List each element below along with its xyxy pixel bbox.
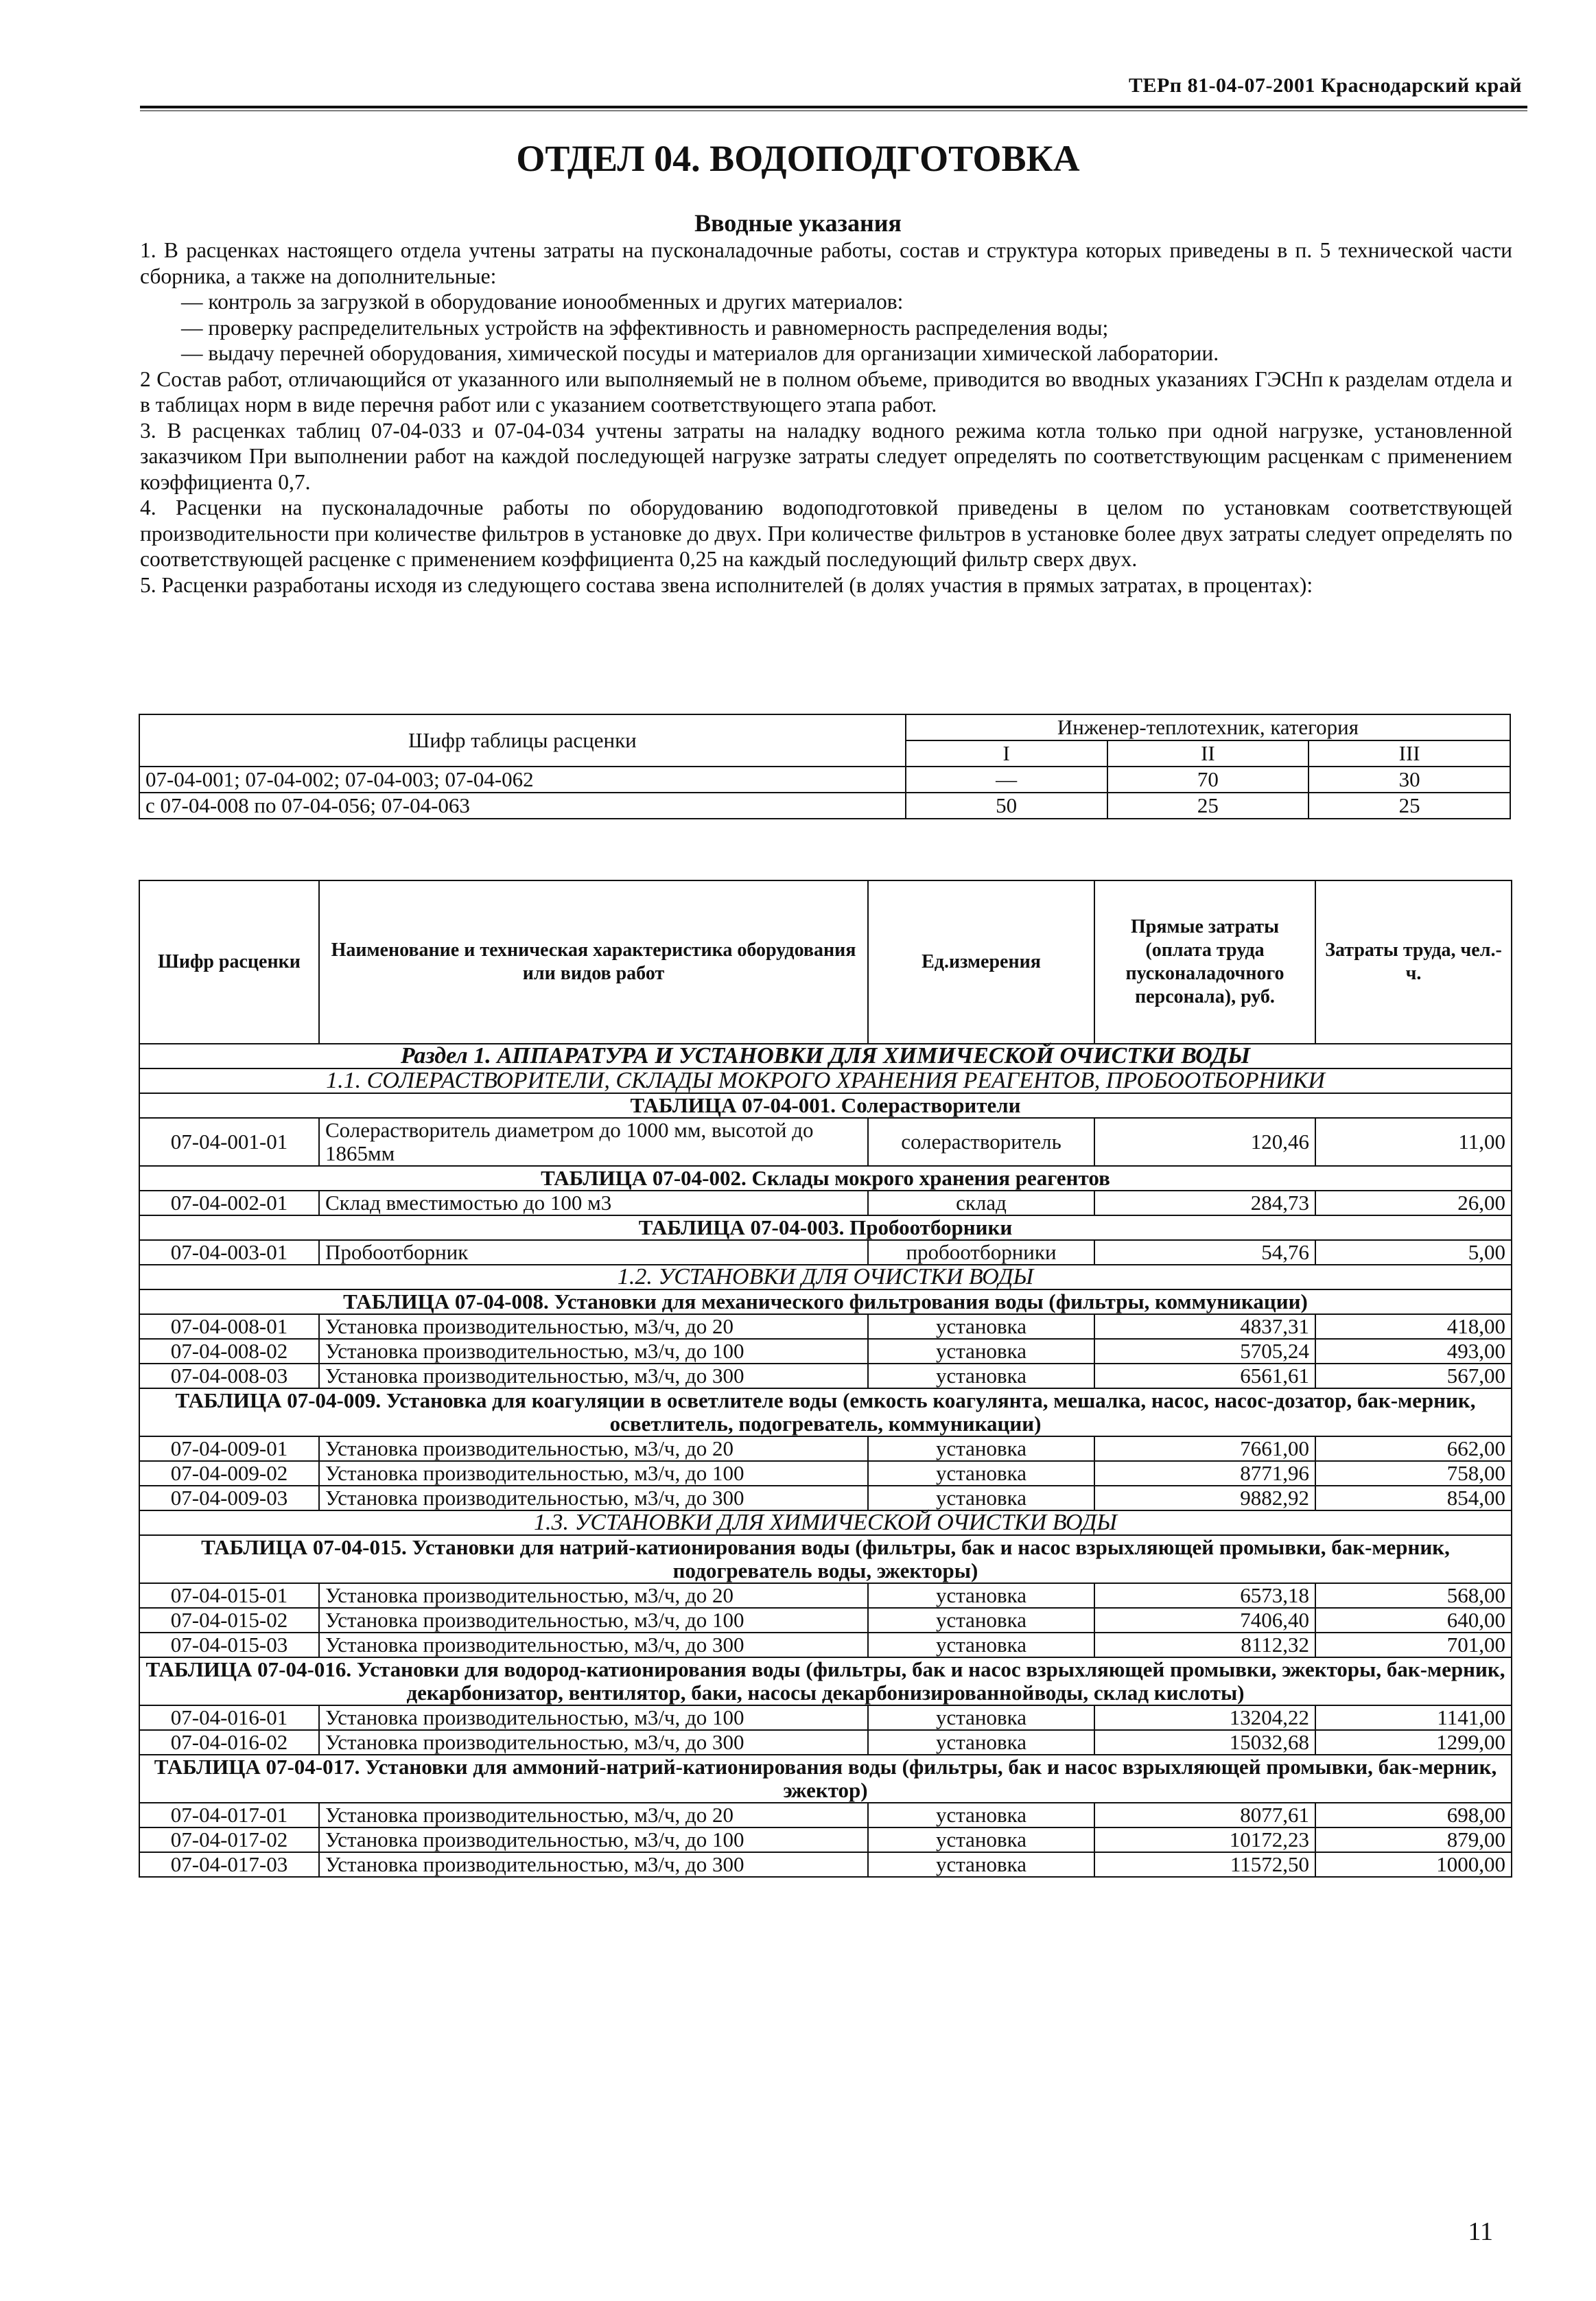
intro-paragraph-1: 1. В расценках настоящего отдела учтены затраты на пусконаладочные работы, состав и структура которых приведены в п. 5 технической части сборника, а также на дополнительные: bbox=[140, 238, 1512, 288]
rate-labor: 567,00 bbox=[1315, 1364, 1512, 1388]
table-row bbox=[139, 1803, 1512, 1827]
table-row bbox=[139, 1339, 1512, 1364]
rate-unit: пробоотборники bbox=[868, 1240, 1094, 1265]
rate-code: 07-04-002-01 bbox=[139, 1191, 319, 1215]
rate-cost: 15032,68 bbox=[1094, 1730, 1315, 1755]
rate-cost: 7406,40 bbox=[1094, 1608, 1315, 1633]
header-name: Наименование и техническая характеристика оборудования или видов работ bbox=[319, 880, 868, 1044]
rate-labor: 5,00 bbox=[1315, 1240, 1512, 1265]
rate-cost: 8077,61 bbox=[1094, 1803, 1315, 1827]
rate-labor: 493,00 bbox=[1315, 1339, 1512, 1364]
rate-labor: 11,00 bbox=[1315, 1118, 1512, 1166]
rate-name: Установка производительностью, м3/ч, до 100 bbox=[319, 1608, 868, 1633]
crew-value: — bbox=[906, 767, 1107, 793]
table-title: ТАБЛИЦА 07-04-015. Установки для натрий-катионирования воды (фильтры, бак и насос взрыхляющей промывки, бак-мерник, подогреватель воды, эжекторы) bbox=[139, 1535, 1512, 1583]
rate-labor: 701,00 bbox=[1315, 1633, 1512, 1657]
table-title: ТАБЛИЦА 07-04-009. Установка для коагуляции в осветлителе воды (емкость коагулянта, мешалка, насос, насос-дозатор, бак-мерник, осветлитель, подогреватель, коммуникации) bbox=[139, 1388, 1512, 1436]
rate-name: Установка производительностью, м3/ч, до 20 bbox=[319, 1314, 868, 1339]
section-heading: 1.3. УСТАНОВКИ ДЛЯ ХИМИЧЕСКОЙ ОЧИСТКИ ВОДЫ bbox=[139, 1510, 1512, 1535]
rate-cost: 10172,23 bbox=[1094, 1827, 1315, 1852]
rate-name: Солерастворитель диаметром до 1000 мм, высотой до 1865мм bbox=[319, 1118, 868, 1166]
rate-name: Установка производительностью, м3/ч, до 300 bbox=[319, 1852, 868, 1877]
rate-code: 07-04-009-02 bbox=[139, 1461, 319, 1486]
rate-name: Установка производительностью, м3/ч, до 20 bbox=[319, 1436, 868, 1461]
table-title-row bbox=[139, 1166, 1512, 1191]
rate-code: 07-04-008-02 bbox=[139, 1339, 319, 1364]
rate-name: Склад вместимостью до 100 м3 bbox=[319, 1191, 868, 1215]
rate-labor: 26,00 bbox=[1315, 1191, 1512, 1215]
table-title-row bbox=[139, 1535, 1512, 1583]
intro-paragraph-3: 3. В расценках таблиц 07-04-033 и 07-04-034 учтены затраты на наладку водного режима котла только при одной нагрузке, установленной заказчиком При выполнении работ на каждой последующей нагрузке затраты следует определять по соответствующим расценкам с применением коэффициента 0,7. bbox=[140, 418, 1512, 494]
rate-name: Установка производительностью, м3/ч, до 20 bbox=[319, 1803, 868, 1827]
rate-cost: 54,76 bbox=[1094, 1240, 1315, 1265]
rate-cost: 5705,24 bbox=[1094, 1339, 1315, 1364]
rate-name: Установка производительностью, м3/ч, до 20 bbox=[319, 1583, 868, 1608]
rate-name: Пробоотборник bbox=[319, 1240, 868, 1265]
rate-labor: 1141,00 bbox=[1315, 1705, 1512, 1730]
rate-unit: установка bbox=[868, 1608, 1094, 1633]
rate-cost: 8112,32 bbox=[1094, 1633, 1315, 1657]
rate-name: Установка производительностью, м3/ч, до 100 bbox=[319, 1705, 868, 1730]
rate-labor: 1299,00 bbox=[1315, 1730, 1512, 1755]
table-row bbox=[139, 1852, 1512, 1877]
rate-labor: 879,00 bbox=[1315, 1827, 1512, 1852]
rate-labor: 1000,00 bbox=[1315, 1852, 1512, 1877]
crew-value: 25 bbox=[1107, 793, 1309, 819]
rate-cost: 120,46 bbox=[1094, 1118, 1315, 1166]
crew-group-header: Инженер-теплотехник, категория bbox=[906, 714, 1510, 740]
rate-unit: склад bbox=[868, 1191, 1094, 1215]
header-cost: Прямые затраты (оплата труда пусконаладочного персонала), руб. bbox=[1094, 880, 1315, 1044]
table-row bbox=[139, 1118, 1512, 1166]
intro-paragraph-5: 5. Расценки разработаны исходя из следующего состава звена исполнителей (в долях участия в прямых затратах, в процентах): bbox=[140, 572, 1313, 597]
rate-unit: солерастворитель bbox=[868, 1118, 1094, 1166]
rate-code: 07-04-016-02 bbox=[139, 1730, 319, 1755]
rate-code: 07-04-003-01 bbox=[139, 1240, 319, 1265]
rate-code: 07-04-015-02 bbox=[139, 1608, 319, 1633]
rate-labor: 758,00 bbox=[1315, 1461, 1512, 1486]
rate-code: 07-04-009-03 bbox=[139, 1486, 319, 1510]
crew-category: II bbox=[1107, 740, 1309, 767]
intro-dash-item: — контроль за загрузкой в оборудование ионообменных и других материалов: bbox=[181, 290, 904, 314]
rate-unit: установка bbox=[868, 1827, 1094, 1852]
table-row bbox=[139, 1191, 1512, 1215]
table-title-row bbox=[139, 1215, 1512, 1240]
running-header: ТЕРп 81-04-07-2001 Краснодарский край bbox=[1128, 74, 1522, 97]
rate-cost: 4837,31 bbox=[1094, 1314, 1315, 1339]
rate-cost: 284,73 bbox=[1094, 1191, 1315, 1215]
rate-cost: 8771,96 bbox=[1094, 1461, 1315, 1486]
rate-code: 07-04-015-03 bbox=[139, 1633, 319, 1657]
rate-labor: 854,00 bbox=[1315, 1486, 1512, 1510]
crew-code: с 07-04-008 по 07-04-056; 07-04-063 bbox=[139, 793, 906, 819]
table-title-row bbox=[139, 1755, 1512, 1803]
intro-dash-item: — проверку распределительных устройств на эффективность и равномерность распределения воды; bbox=[181, 315, 1109, 340]
rate-unit: установка bbox=[868, 1803, 1094, 1827]
table-title-row bbox=[139, 1657, 1512, 1705]
crew-row bbox=[139, 793, 1510, 819]
table-row bbox=[139, 1461, 1512, 1486]
table-title-row bbox=[139, 1388, 1512, 1436]
header-labor: Затраты труда, чел.-ч. bbox=[1315, 880, 1512, 1044]
section-heading: Раздел 1. АППАРАТУРА И УСТАНОВКИ ДЛЯ ХИМИЧЕСКОЙ ОЧИСТКИ ВОДЫ bbox=[139, 1044, 1512, 1068]
rate-code: 07-04-015-01 bbox=[139, 1583, 319, 1608]
rate-cost: 9882,92 bbox=[1094, 1486, 1315, 1510]
rate-cost: 11572,50 bbox=[1094, 1852, 1315, 1877]
rate-labor: 662,00 bbox=[1315, 1436, 1512, 1461]
crew-value: 30 bbox=[1309, 767, 1510, 793]
table-row bbox=[139, 1436, 1512, 1461]
crew-row bbox=[139, 767, 1510, 793]
header-unit: Ед.измерения bbox=[868, 880, 1094, 1044]
rate-name: Установка производительностью, м3/ч, до 100 bbox=[319, 1339, 868, 1364]
rate-code: 07-04-017-02 bbox=[139, 1827, 319, 1852]
rate-unit: установка bbox=[868, 1852, 1094, 1877]
section-heading: 1.1. СОЛЕРАСТВОРИТЕЛИ, СКЛАДЫ МОКРОГО ХРАНЕНИЯ РЕАГЕНТОВ, ПРОБООТБОРНИКИ bbox=[139, 1068, 1512, 1093]
rate-unit: установка bbox=[868, 1730, 1094, 1755]
crew-col-header: Шифр таблицы расценки bbox=[139, 714, 906, 767]
rate-cost: 6561,61 bbox=[1094, 1364, 1315, 1388]
intro-dash-item: — выдачу перечней оборудования, химической посуды и материалов для организации химической лаборатории. bbox=[181, 341, 1219, 365]
rate-unit: установка bbox=[868, 1583, 1094, 1608]
table-row bbox=[139, 1827, 1512, 1852]
rate-name: Установка производительностью, м3/ч, до 300 bbox=[319, 1364, 868, 1388]
rate-unit: установка bbox=[868, 1436, 1094, 1461]
table-row bbox=[139, 1364, 1512, 1388]
rates-table-body bbox=[139, 1044, 1512, 1877]
section-heading-row bbox=[139, 1510, 1512, 1535]
section-heading: 1.2. УСТАНОВКИ ДЛЯ ОЧИСТКИ ВОДЫ bbox=[139, 1265, 1512, 1289]
table-row bbox=[139, 1240, 1512, 1265]
rate-unit: установка bbox=[868, 1633, 1094, 1657]
section-heading-row bbox=[139, 1068, 1512, 1093]
rate-code: 07-04-008-03 bbox=[139, 1364, 319, 1388]
rate-unit: установка bbox=[868, 1339, 1094, 1364]
table-row bbox=[139, 1633, 1512, 1657]
crew-category: I bbox=[906, 740, 1107, 767]
rate-labor: 568,00 bbox=[1315, 1583, 1512, 1608]
rate-name: Установка производительностью, м3/ч, до 300 bbox=[319, 1730, 868, 1755]
rate-code: 07-04-001-01 bbox=[139, 1118, 319, 1166]
table-row bbox=[139, 1730, 1512, 1755]
header-code: Шифр расценки bbox=[139, 880, 319, 1044]
table-title: ТАБЛИЦА 07-04-016. Установки для водород-катионирования воды (фильтры, бак и насос взрыхляющей промывки, эжекторы, бак-мерник, декарбонизатор, вентилятор, баки, насосы декарбонизированнойводы, склад кислоты) bbox=[139, 1657, 1512, 1705]
rate-labor: 640,00 bbox=[1315, 1608, 1512, 1633]
page-number: 11 bbox=[1468, 2217, 1493, 2246]
crew-value: 50 bbox=[906, 793, 1107, 819]
table-title-row bbox=[139, 1093, 1512, 1118]
rate-cost: 13204,22 bbox=[1094, 1705, 1315, 1730]
table-title: ТАБЛИЦА 07-04-003. Пробоотборники bbox=[139, 1215, 1512, 1240]
rate-unit: установка bbox=[868, 1461, 1094, 1486]
rate-code: 07-04-016-01 bbox=[139, 1705, 319, 1730]
table-title: ТАБЛИЦА 07-04-017. Установки для аммоний-натрий-катионирования воды (фильтры, бак и насос взрыхляющей промывки, бак-мерник, эжектор) bbox=[139, 1755, 1512, 1803]
crew-category: III bbox=[1309, 740, 1510, 767]
table-title: ТАБЛИЦА 07-04-001. Солерастворители bbox=[139, 1093, 1512, 1118]
table-row bbox=[139, 1486, 1512, 1510]
intro-paragraph-4: 4. Расценки на пусконаладочные работы по оборудованию водоподготовкой приведены в целом по установкам соответствующей производительности при количестве фильтров в установке до двух. При количестве фильтров в установке более двух затраты следует определять по соответствующей расценке с применением коэффициента 0,25 на каждый последующий фильтр сверх двух. bbox=[140, 495, 1512, 571]
department-title: ОТДЕЛ 04. ВОДОПОДГОТОВКА bbox=[516, 138, 1080, 179]
header-rule bbox=[140, 106, 1527, 111]
table-title: ТАБЛИЦА 07-04-002. Склады мокрого хранения реагентов bbox=[139, 1166, 1512, 1191]
table-title-row bbox=[139, 1289, 1512, 1314]
table-row bbox=[139, 1608, 1512, 1633]
table-row bbox=[139, 1705, 1512, 1730]
intro-heading: Вводные указания bbox=[694, 209, 902, 237]
intro-paragraph-2: 2 Состав работ, отличающийся от указанного или выполняемый не в полном объеме, приводится во вводных указаниях ГЭСНп к разделам отдела и в таблицах норм в виде перечня работ или с указанием соответствующего этапа работ. bbox=[140, 366, 1512, 417]
crew-code: 07-04-001; 07-04-002; 07-04-003; 07-04-062 bbox=[139, 767, 906, 793]
rate-unit: установка bbox=[868, 1314, 1094, 1339]
rate-name: Установка производительностью, м3/ч, до 300 bbox=[319, 1486, 868, 1510]
rate-labor: 418,00 bbox=[1315, 1314, 1512, 1339]
section-heading-row bbox=[139, 1265, 1512, 1289]
rate-name: Установка производительностью, м3/ч, до 300 bbox=[319, 1633, 868, 1657]
crew-composition-table bbox=[139, 714, 1511, 819]
section-heading-row bbox=[139, 1044, 1512, 1068]
rate-code: 07-04-017-01 bbox=[139, 1803, 319, 1827]
table-row bbox=[139, 1314, 1512, 1339]
rate-unit: установка bbox=[868, 1705, 1094, 1730]
rate-cost: 6573,18 bbox=[1094, 1583, 1315, 1608]
rate-name: Установка производительностью, м3/ч, до 100 bbox=[319, 1827, 868, 1852]
crew-value: 25 bbox=[1309, 793, 1510, 819]
rate-cost: 7661,00 bbox=[1094, 1436, 1315, 1461]
rate-code: 07-04-009-01 bbox=[139, 1436, 319, 1461]
rate-name: Установка производительностью, м3/ч, до 100 bbox=[319, 1461, 868, 1486]
rates-table bbox=[139, 880, 1512, 1878]
rate-unit: установка bbox=[868, 1364, 1094, 1388]
table-title: ТАБЛИЦА 07-04-008. Установки для механического фильтрования воды (фильтры, коммуникации) bbox=[139, 1289, 1512, 1314]
rate-labor: 698,00 bbox=[1315, 1803, 1512, 1827]
rate-unit: установка bbox=[868, 1486, 1094, 1510]
crew-value: 70 bbox=[1107, 767, 1309, 793]
table-row bbox=[139, 1583, 1512, 1608]
intro-text bbox=[140, 237, 1512, 598]
rate-code: 07-04-008-01 bbox=[139, 1314, 319, 1339]
rate-code: 07-04-017-03 bbox=[139, 1852, 319, 1877]
